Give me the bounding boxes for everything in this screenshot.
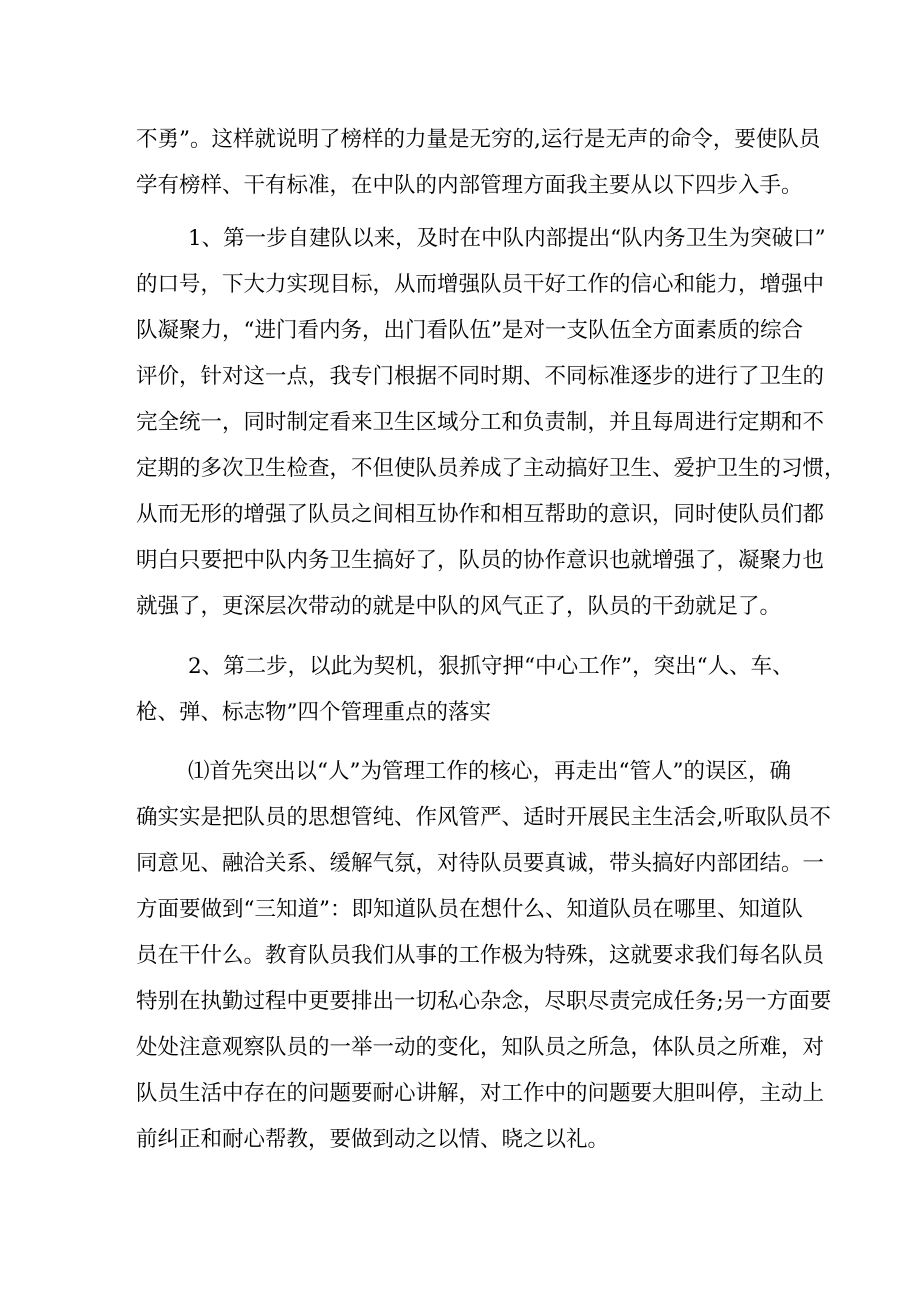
paragraph-line: 1、第一步自建队以来，及时在中队内部提出“队内务卫生为突破口” (188, 226, 826, 251)
paragraph-line: 完全统一，同时制定看来卫生区域分工和负责制，并且每周进行定期和不 (136, 410, 825, 435)
paragraph-line: 评价，针对这一点，我专门根据不同时期、不同标准逐步的进行了卫生的 (136, 364, 825, 389)
paragraph-line: 确实实是把队员的思想管纯、作风管严、适时开展民主生活会,听取队员不 (136, 805, 831, 830)
paragraph-line: 队员生活中存在的问题要耐心讲解，对工作中的问题要大胆叫停，主动上 (136, 1081, 825, 1106)
paragraph-line: 就强了，更深层次带动的就是中队的风气正了，队员的干劲就足了。 (136, 594, 782, 619)
paragraph-line: 2、第二步，以此为契机，狠抓守押“中心工作”，突出“人、车、 (188, 654, 794, 679)
paragraph-line: 明白只要把中队内务卫生搞好了，队员的协作意识也就增强了，凝聚力也 (136, 548, 825, 573)
paragraph-line: 的口号，下大力实现目标，从而增强队员干好工作的信心和能力，增强中 (136, 272, 825, 297)
paragraph-line: 员在干什么。教育队员我们从事的工作极为特殊，这就要求我们每名队员 (136, 943, 825, 968)
paragraph-line: 处处注意观察队员的一举一动的变化，知队员之所急，体队员之所难，对 (136, 1035, 825, 1060)
paragraph-line: 方面要做到“三知道”：即知道队员在想什么、知道队员在哪里、知道队 (136, 897, 803, 922)
paragraph-line: 同意见、融洽关系、缓解气氛，对待队员要真诚，带头搞好内部团结。一 (136, 851, 825, 876)
paragraph-line: 从而无形的增强了队员之间相互协作和相互帮助的意识，同时使队员们都 (136, 502, 825, 527)
paragraph-line: 不勇”。这样就说明了榜样的力量是无穷的,运行是无声的命令，要使队员 (136, 127, 821, 152)
paragraph-line: 学有榜样、干有标准，在中队的内部管理方面我主要从以下四步入手。 (136, 173, 803, 198)
paragraph-line: 特别在执勤过程中更要排出一切私心杂念，尽职尽责完成任务;另一方面要 (136, 989, 832, 1014)
paragraph-line: 前纠正和耐心帮教，要做到动之以情、晓之以礼。 (136, 1127, 610, 1152)
paragraph-line: 枪、弹、标志物”四个管理重点的落实 (136, 700, 491, 725)
paragraph-line: 定期的多次卫生检查，不但使队员养成了主动搞好卫生、爱护卫生的习惯， (136, 456, 846, 481)
paragraph-line: 队凝聚力，“进门看内务，出门看队伍”是对一支队伍全方面素质的综合 (136, 318, 803, 343)
paragraph-line: ⑴首先突出以“人”为管理工作的核心，再走出“管人”的误区，确 (188, 759, 791, 784)
